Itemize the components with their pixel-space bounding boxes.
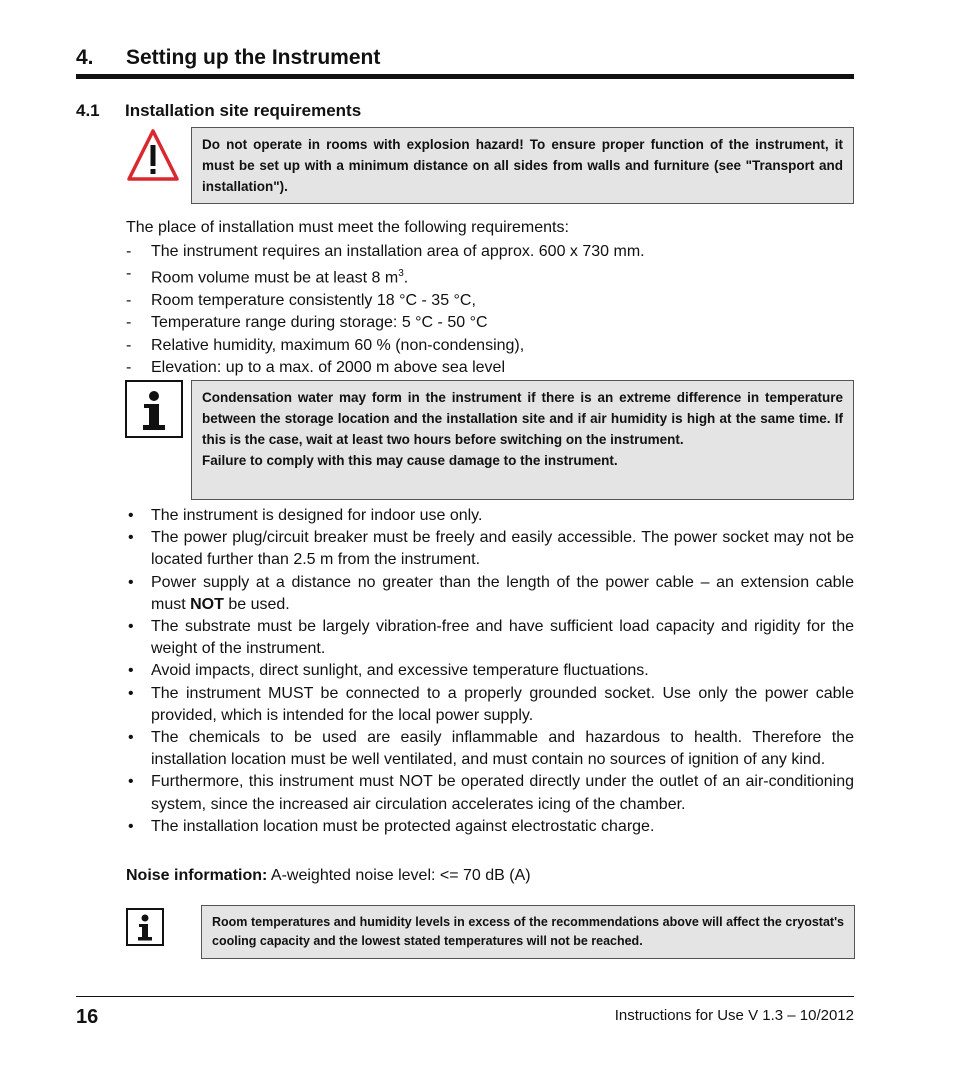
list-item: • The chemicals to be used are easily inflammable and hazardous to health. Therefore the installation location must be well ventilated, and must contain no sources of ignition of any kind. — [126, 727, 854, 771]
document-version: Instructions for Use V 1.3 – 10/2012 — [614, 1007, 854, 1024]
section-heading — [76, 101, 361, 121]
list-item: • The instrument is designed for indoor use only. — [126, 505, 854, 527]
chapter-number: 4. — [76, 46, 94, 69]
condensation-note-warning: Failure to comply with this may cause damage to the instrument. — [202, 453, 618, 468]
list-item: - Room volume must be at least 8 $m^3$. — [126, 263, 854, 290]
page-number: 16 — [76, 1006, 99, 1028]
list-item: - Temperature range during storage: 5 °C - 50 °C — [126, 312, 854, 334]
info-icon — [125, 380, 183, 438]
list-item: • The instrument MUST be connected to a properly grounded socket. Use only the power cable provided, which is intended for the local power supply. — [126, 683, 854, 727]
requirements-list — [126, 241, 854, 379]
superscript: 3 — [398, 268, 404, 280]
requirements-intro: The place of installation must meet the following requirements: — [126, 219, 569, 236]
list-item: • The substrate must be largely vibration-free and have sufficient load capacity and rigidity for the weight of the instrument. — [126, 616, 854, 660]
list-item: • Avoid impacts, direct sunlight, and excessive temperature fluctuations. — [126, 660, 854, 682]
info-icon — [126, 908, 164, 946]
noise-value: A-weighted noise level: <= 70 dB (A) — [267, 867, 531, 884]
noise-label: Noise information: — [126, 867, 268, 884]
site-requirements-list — [126, 505, 854, 838]
footer-divider — [76, 996, 854, 997]
list-item: - The instrument requires an installation area of approx. 600 x 730 mm. — [126, 241, 854, 263]
condensation-note — [191, 380, 854, 500]
list-item: - Room temperature consistently 18 °C - 35 °C, — [126, 290, 854, 312]
list-item: - Elevation: up to a max. of 2000 m above sea level — [126, 357, 854, 379]
section-title: Installation site requirements — [125, 101, 362, 120]
list-item: - Relative humidity, maximum 60 % (non-condensing), — [126, 335, 854, 357]
list-item: • The power plug/circuit breaker must be freely and easily accessible. The power socket may not be located further than 2.5 m from the instrument. — [126, 527, 854, 571]
chapter-heading — [76, 46, 854, 79]
noise-information — [126, 867, 531, 885]
list-item: • The installation location must be protected against electrostatic charge. — [126, 816, 854, 838]
chapter-title: Setting up the Instrument — [126, 46, 381, 69]
bold-text: NOT — [190, 595, 224, 613]
cooling-capacity-note: Room temperatures and humidity levels in excess of the recommendations above will affect the cryostat's cooling capacity and the lowest stated temperatures will not be reached. — [201, 905, 855, 959]
list-item: • Furthermore, this instrument must NOT be operated directly under the outlet of an air-conditioning system, since the increased air circulation accelerates icing of the chamber. — [126, 771, 854, 815]
list-item: • Power supply at a distance no greater than the length of the power cable – an extension cable must NOT be used. — [126, 572, 854, 616]
condensation-note-text: Condensation water may form in the instrument if there is an extreme difference in temperature between the storage location and the installation site and if air humidity is high at the same time. If this is the case, wait at least two hours before switching on the instrument. — [202, 390, 843, 447]
warning-triangle-icon — [126, 128, 180, 183]
warning-note: Do not operate in rooms with explosion hazard! To ensure proper function of the instrument, it must be set up with a minimum distance on all sides from walls and furniture (see "Transport and installation"). — [191, 127, 854, 204]
section-number: 4.1 — [76, 101, 100, 120]
